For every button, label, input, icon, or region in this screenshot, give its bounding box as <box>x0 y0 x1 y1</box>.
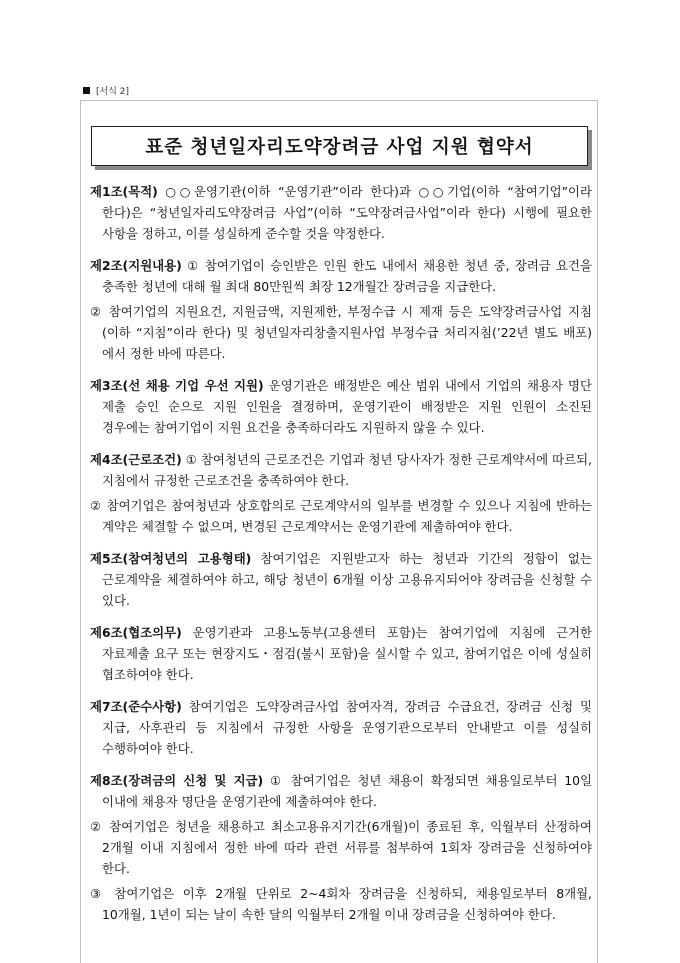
article-7 <box>90 696 592 759</box>
form-number: [서식 2] <box>96 87 129 97</box>
article-6 <box>90 622 592 685</box>
article-paragraph <box>90 696 592 759</box>
article-heading: 제5조(참여청년의 고용형태) <box>90 551 252 566</box>
article-text: 운영기관과 고용노동부(고용센터 포함)는 참여기업에 지침에 근거한 자료제출 요구 또는 현장지도・점검(불시 포함)을 실시할 수 있고, 참여기업은 이에 성실히 협조하여야 한다. <box>102 625 592 682</box>
article-sub-paragraph: ② 참여기업은 참여청년과 상호합의로 근로계약서의 일부를 변경할 수 있으나 지침에 반하는 계약은 체결할 수 없으며, 변경된 근로계약서는 운영기관에 제출하여야 한다. <box>90 498 592 534</box>
article-text: 참여기업은 지원받고자 하는 청년과 기간의 정함이 없는 근로계약을 체결하여야 하고, 해당 청년이 6개월 이상 고용유지되어야 장려금을 신청할 수 있다. <box>102 551 592 608</box>
article-4 <box>90 449 592 537</box>
article-2 <box>90 255 592 364</box>
article-heading: 제6조(협조의무) <box>90 625 182 640</box>
article-text: 운영기관은 배정받은 예산 범위 내에서 기업의 채용자 명단 제출 승인 순으로 지원 인원을 결정하며, 운영기관이 배정받은 지원 인원이 소진된 경우에는 참여기업이 지원 요건을 충족하더라도 지원하지 않을 수 있다. <box>102 378 592 435</box>
document-title: 표준 청년일자리도약장려금 사업 지원 협약서 <box>145 137 534 158</box>
article-text: ○○운영기관(이하 “운영기관”이라 한다)과 ○○기업(이하 “참여기업”이라 한다)은 “청년일자리도약장려금 사업”(이하 “도약장려금사업”이라 한다) 시행에 필요한 사항을 정하고, 이를 성실하게 준수할 것을 약정한다. <box>102 184 592 241</box>
article-paragraph <box>90 622 592 685</box>
article-heading: 제8조(장려금의 신청 및 지급) <box>90 773 264 788</box>
article-5 <box>90 548 592 611</box>
article-text: ① 참여기업이 승인받은 인원 한도 내에서 채용한 청년 중, 장려금 요건을 충족한 청년에 대해 월 최대 80만원씩 최장 12개월간 장려금을 지급한다. <box>102 258 592 294</box>
article-heading: 제4조(근로조건) <box>90 452 182 467</box>
square-bullet-icon <box>83 87 90 94</box>
article-paragraph <box>90 181 592 244</box>
title-box <box>91 126 588 166</box>
article-text: ① 참여청년의 근로조건은 기업과 청년 당사자가 정한 근로계약서에 따르되, 지침에서 규정한 근로조건을 충족하여야 한다. <box>102 452 592 488</box>
article-sub-paragraph: ③ 참여기업은 이후 2개월 단위로 2~4회차 장려금을 신청하되, 채용일로부터 8개월, 10개월, 1년이 되는 날이 속한 달의 익월부터 2개월 이내 장려금을 신청하여야 한다. <box>90 886 592 922</box>
article-paragraph <box>90 255 592 297</box>
article-text: ① 참여기업은 청년 채용이 확정되면 채용일로부터 10일 이내에 채용자 명단을 운영기관에 제출하여야 한다. <box>102 773 592 809</box>
article-text: 참여기업은 도약장려금사업 참여자격, 장려금 수급요건, 장려금 신청 및 지급, 사후관리 등 지침에서 규정한 사항을 운영기관으로부터 안내받고 이를 성실히 수행하여야 한다. <box>102 699 592 756</box>
article-heading: 제7조(준수사항) <box>90 699 182 714</box>
article-paragraph <box>90 449 592 491</box>
article-paragraph <box>90 770 592 812</box>
article-sub-paragraph: ② 참여기업은 청년을 채용하고 최소고용유지기간(6개월)이 종료된 후, 익월부터 산정하여 2개월 이내 지침에서 정한 바에 따라 관련 서류를 첨부하여 1회차 장려금을 신청하여야 한다. <box>90 819 592 876</box>
article-heading: 제3조(선 채용 기업 우선 지원) <box>90 378 264 393</box>
article-paragraph <box>90 375 592 438</box>
article-heading: 제1조(목적) <box>90 184 158 199</box>
form-label <box>83 84 129 97</box>
article-3 <box>90 375 592 438</box>
agreement-body <box>90 181 592 936</box>
article-sub-paragraph: ② 참여기업의 지원요건, 지원금액, 지원제한, 부정수급 시 제재 등은 도약장려금사업 지침(이하 “지침”이라 한다) 및 청년일자리창출지원사업 부정수급 처리지침(’22년 별도 배포)에서 정한 바에 따른다. <box>90 304 592 361</box>
article-1 <box>90 181 592 244</box>
article-8 <box>90 770 592 925</box>
article-heading: 제2조(지원내용) <box>90 258 182 273</box>
article-paragraph <box>90 548 592 611</box>
